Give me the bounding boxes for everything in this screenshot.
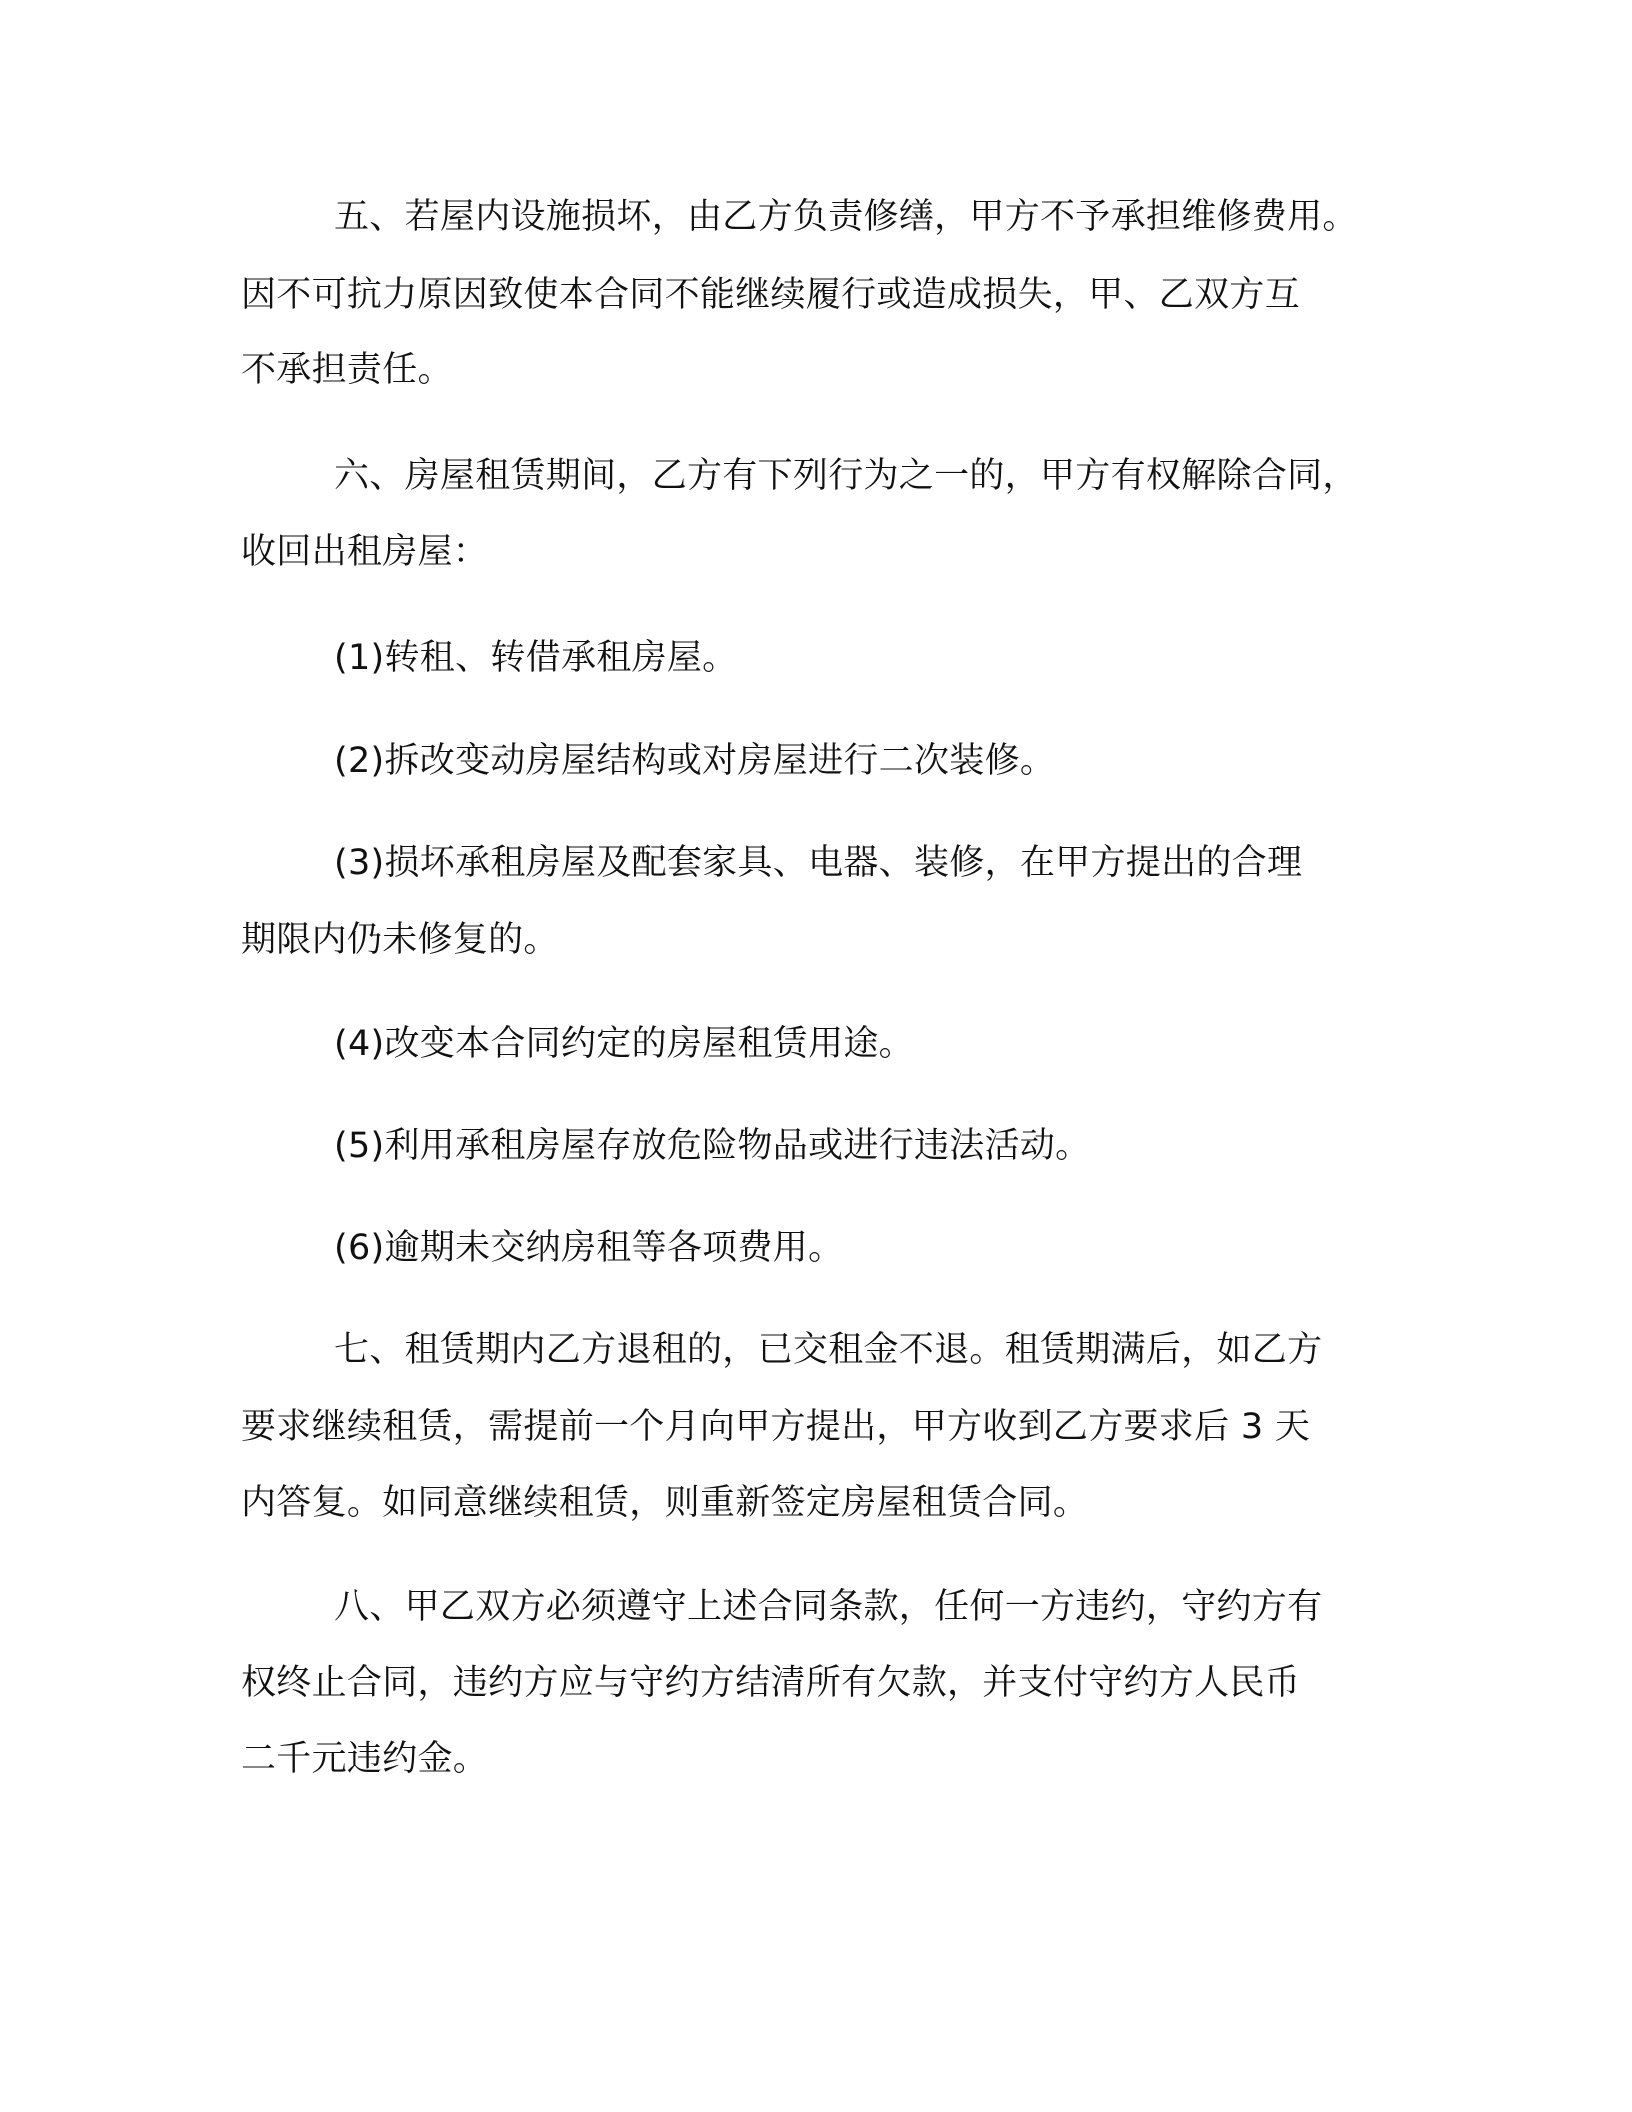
item-1: (1)转租、转借承租房屋。: [334, 638, 738, 678]
clause-6-line-2: 收回出租房屋：: [241, 532, 489, 572]
clause-5-line-2: 因不可抗力原因致使本合同不能继续履行或造成损失，甲、乙双方互: [241, 275, 1301, 315]
clause-5-line-3: 不承担责任。: [241, 350, 453, 390]
item-2: (2)拆改变动房屋结构或对房屋进行二次装修。: [334, 741, 1056, 781]
item-6: (6)逾期未交纳房租等各项费用。: [334, 1228, 844, 1268]
item-3-line-2: 期限内仍未修复的。: [241, 920, 559, 960]
clause-6-line-1: 六、房屋租赁期间，乙方有下列行为之一的，甲方有权解除合同，: [334, 456, 1358, 496]
clause-7-line-2: 要求继续租赁，需提前一个月向甲方提出，甲方收到乙方要求后 3 天: [241, 1407, 1311, 1447]
item-3-line-1: (3)损坏承租房屋及配套家具、电器、装修，在甲方提出的合理: [334, 843, 1303, 883]
clause-8-line-2: 权终止合同，违约方应与守约方结清所有欠款，并支付守约方人民币: [241, 1663, 1301, 1703]
item-4: (4)改变本合同约定的房屋租赁用途。: [334, 1024, 914, 1064]
item-5: (5)利用承租房屋存放危险物品或进行违法活动。: [334, 1126, 1091, 1166]
clause-8-line-1: 八、甲乙双方必须遵守上述合同条款，任何一方违约，守约方有: [334, 1587, 1323, 1627]
clause-8-line-3: 二千元违约金。: [241, 1739, 489, 1779]
clause-7-line-3: 内答复。如同意继续租赁，则重新签定房屋租赁合同。: [241, 1483, 1089, 1523]
clause-5-line-1: 五、若屋内设施损坏，由乙方负责修缮，甲方不予承担维修费用。: [334, 197, 1358, 237]
clause-7-line-1: 七、租赁期内乙方退租的，已交租金不退。租赁期满后，如乙方: [334, 1330, 1323, 1370]
